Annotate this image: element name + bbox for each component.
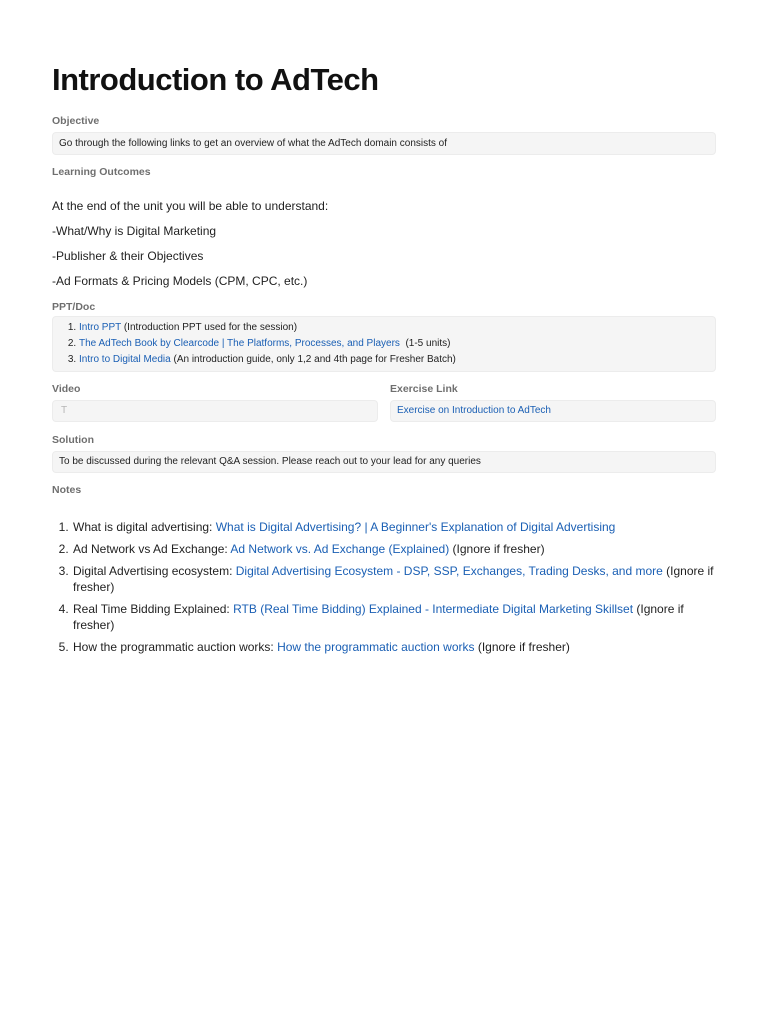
objective-text: Go through the following links to get an overview of what the AdTech domain consists of bbox=[59, 138, 447, 149]
ppt-doc-item-note: (1-5 units) bbox=[399, 338, 451, 349]
notes-item-prefix: Digital Advertising ecosystem: bbox=[73, 564, 236, 578]
page-title: Introduction to AdTech bbox=[52, 62, 379, 97]
learning-outcomes-label: Learning Outcomes bbox=[52, 166, 151, 178]
advertising-ecosystem-link[interactable]: Digital Advertising Ecosystem - DSP, SSP, Exchanges, Trading Desks, and more bbox=[235, 564, 663, 578]
video-field[interactable] bbox=[52, 400, 378, 422]
notes-item bbox=[72, 519, 716, 535]
objective-label: Objective bbox=[52, 115, 100, 127]
notes-list bbox=[52, 519, 716, 655]
ppt-doc-item-note: (Introduction PPT used for the session) bbox=[121, 322, 298, 333]
ppt-doc-item-note: (An introduction guide, only 1,2 and 4th page for Fresher Batch) bbox=[170, 354, 456, 365]
exercise-column bbox=[390, 382, 716, 422]
text-type-icon: T bbox=[61, 405, 68, 416]
learning-outcomes-intro: At the end of the unit you will be able to understand: bbox=[52, 199, 329, 213]
notes-item-prefix: How the programmatic auction works: bbox=[73, 640, 278, 654]
ppt-doc-list bbox=[63, 320, 705, 368]
ppt-doc-item bbox=[79, 352, 705, 368]
digital-advertising-link[interactable]: What is Digital Advertising? | A Beginner's Explanation of Digital Advertising bbox=[215, 520, 616, 534]
solution-text: To be discussed during the relevant Q&A session. Please reach out to your lead for any queries bbox=[59, 456, 481, 467]
learning-outcome-item: -Publisher & their Objectives bbox=[52, 249, 204, 263]
notes-item bbox=[72, 541, 716, 557]
solution-label: Solution bbox=[52, 434, 94, 446]
solution-field[interactable] bbox=[52, 451, 716, 473]
exercise-link-field bbox=[390, 400, 716, 422]
notes-item bbox=[72, 563, 716, 595]
objective-field[interactable] bbox=[52, 132, 716, 155]
notes-item-suffix: (Ignore if fresher) bbox=[73, 602, 684, 632]
rtb-explained-link[interactable]: RTB (Real Time Bidding) Explained - Intermediate Digital Marketing Skillset bbox=[233, 602, 634, 616]
notes-item bbox=[72, 639, 716, 655]
intro-digital-media-link[interactable]: Intro to Digital Media bbox=[79, 354, 171, 365]
exercise-link[interactable]: Exercise on Introduction to AdTech bbox=[397, 405, 551, 416]
notes-label: Notes bbox=[52, 484, 82, 496]
programmatic-auction-link[interactable]: How the programmatic auction works bbox=[277, 640, 475, 654]
learning-outcome-item: -Ad Formats & Pricing Models (CPM, CPC, etc.) bbox=[52, 274, 308, 288]
ad-network-vs-exchange-link[interactable]: Ad Network vs. Ad Exchange (Explained) bbox=[230, 542, 450, 556]
notes-item-prefix: Ad Network vs Ad Exchange: bbox=[73, 542, 231, 556]
adtech-book-link[interactable]: The AdTech Book by Clearcode | The Platforms, Processes, and Players bbox=[79, 338, 400, 349]
notes-item-suffix: (Ignore if fresher) bbox=[449, 542, 545, 556]
notes-item-prefix: What is digital advertising: bbox=[73, 520, 216, 534]
video-exercise-row bbox=[52, 382, 716, 422]
ppt-doc-field bbox=[52, 316, 716, 372]
notes-item bbox=[72, 601, 716, 633]
learning-outcome-item: -What/Why is Digital Marketing bbox=[52, 224, 217, 238]
ppt-doc-label: PPT/Doc bbox=[52, 301, 96, 313]
video-label: Video bbox=[52, 383, 81, 395]
notes-item-suffix: (Ignore if fresher) bbox=[474, 640, 570, 654]
video-column bbox=[52, 382, 378, 422]
notes-item-suffix: (Ignore if fresher) bbox=[73, 564, 714, 594]
learning-outcomes-block bbox=[52, 198, 716, 289]
intro-ppt-link[interactable]: Intro PPT bbox=[79, 322, 122, 333]
ppt-doc-item bbox=[79, 336, 705, 352]
ppt-doc-item bbox=[79, 320, 705, 336]
exercise-link-label: Exercise Link bbox=[390, 383, 458, 395]
notes-item-prefix: Real Time Bidding Explained: bbox=[73, 602, 234, 616]
